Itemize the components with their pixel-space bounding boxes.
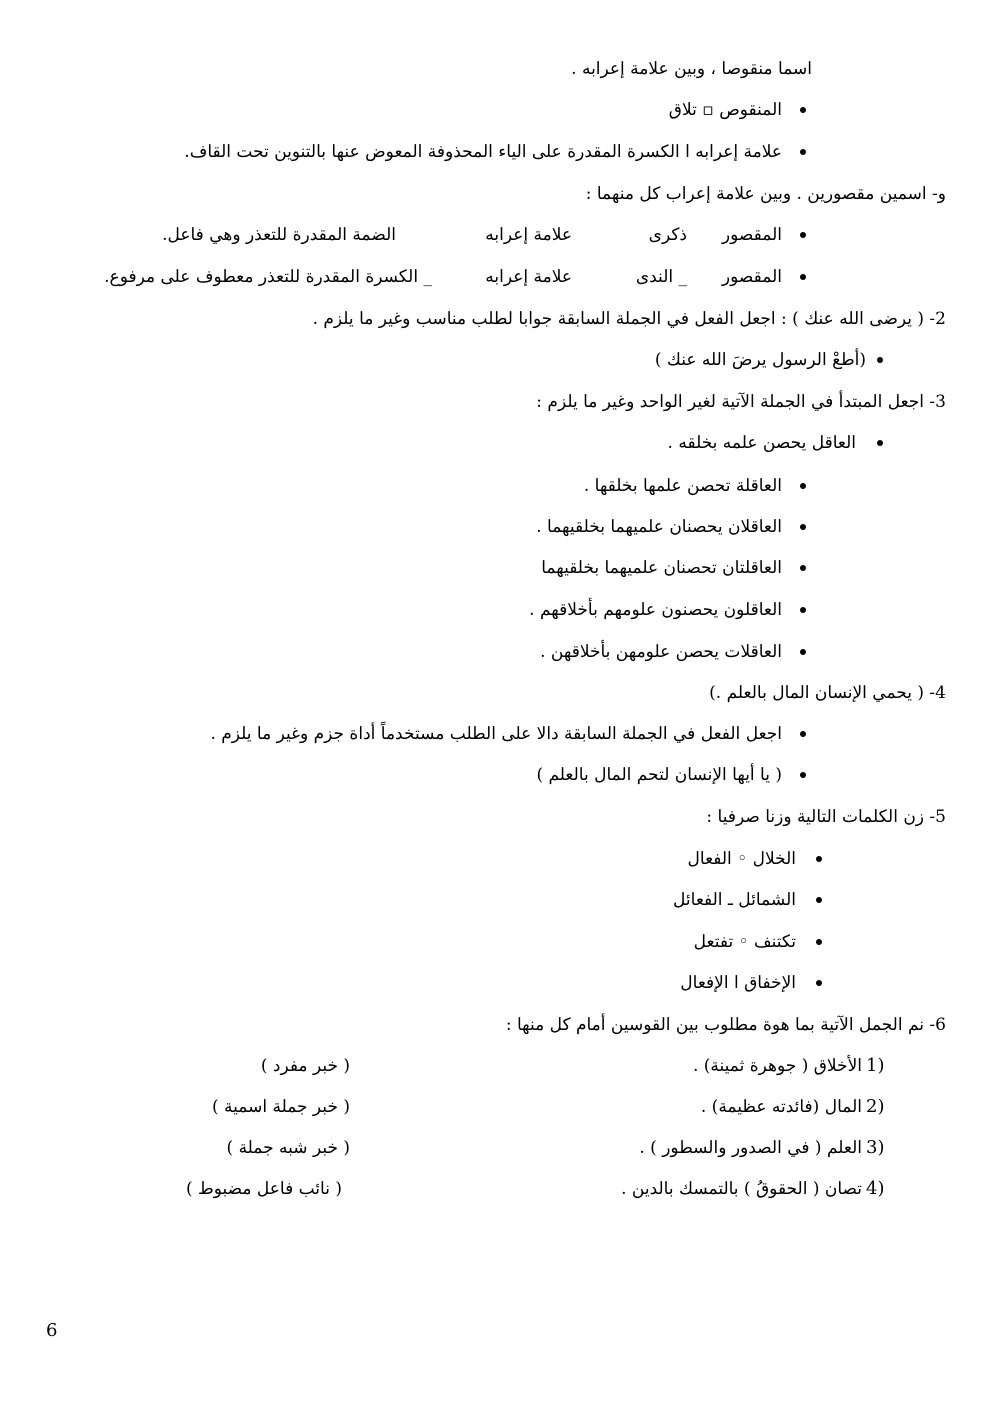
q6-sentence: العلم ( في الصدور والسطور ) . <box>639 1138 862 1158</box>
page-number: 6 <box>46 1320 58 1341</box>
answer-line: (أطعْ الرسول يرضَ الله عنك ) <box>654 350 866 370</box>
answer-line: العاقلة تحصن علمها بخلقها . <box>583 476 782 496</box>
q6-sentence: الأخلاق ( جوهرة ثمينة) . <box>692 1056 862 1076</box>
question-3-sentence: العاقل يحصن علمه بخلقه . <box>667 433 856 453</box>
answer-line: العاقلتان تحصنان علميهما بخلقيهما <box>541 558 782 578</box>
text-line: علامة إعرابه ا الكسرة المقدرة على الياء المحذوفة المعوض عنها بالتنوين تحت القاف. <box>184 142 782 162</box>
q6-requirement: ( خبر جملة اسمية ) <box>211 1097 350 1117</box>
section-heading: و- اسمين مقصورين . وبين علامة إعراب كل منهما : <box>585 184 946 204</box>
bullet-icon <box>800 772 806 778</box>
answer-line: الإخفاق ا الإفعال <box>680 973 796 993</box>
text-line: المنقوص ▫ تلاق <box>668 100 782 120</box>
bullet-icon <box>816 897 822 903</box>
question-6: 6- نم الجمل الآتية بما هوة مطلوب بين القوسين أمام كل منها : <box>505 1015 946 1035</box>
bullet-icon <box>800 524 806 530</box>
bullet-icon <box>800 731 806 737</box>
answer-line: تكتنف ◦ تفتعل <box>693 932 796 952</box>
question-4: 4- ( يحمي الإنسان المال بالعلم .) <box>709 683 946 703</box>
question-2: 2- ( يرضى الله عنك ) : اجعل الفعل في الجملة السابقة جوابا لطلب مناسب وغير ما يلزم . <box>312 309 946 329</box>
w-row-2-label: المقصور <box>721 267 782 287</box>
bullet-icon <box>800 107 806 113</box>
item-number: 2) <box>866 1096 885 1117</box>
bullet-icon <box>877 440 883 446</box>
w-row-1-mark: علامة إعرابه <box>485 225 572 245</box>
answer-line: اجعل الفعل في الجملة السابقة دالا على الطلب مستخدماً أداة جزم وغير ما يلزم . <box>210 724 782 744</box>
item-number: 3) <box>866 1137 885 1158</box>
bullet-icon <box>816 980 822 986</box>
answer-line: ( يا أيها الإنسان لتحم المال بالعلم ) <box>536 765 782 785</box>
bullet-icon <box>800 649 806 655</box>
bullet-icon <box>800 232 806 238</box>
bullet-icon <box>800 274 806 280</box>
bullet-icon <box>816 856 822 862</box>
w-row-2-word: _ الندى <box>635 267 687 287</box>
question-5: 5- زن الكلمات التالية وزنا صرفيا : <box>706 807 946 827</box>
w-row-1-word: ذكرى <box>648 225 687 245</box>
q6-requirement: ( خبر شبه جملة ) <box>226 1138 350 1158</box>
item-number: 1) <box>866 1055 885 1076</box>
question-3: 3- اجعل المبتدأ في الجملة الآتية لغير الواحد وغير ما يلزم : <box>536 392 946 412</box>
w-row-1-desc: الضمة المقدرة للتعذر وهي فاعل. <box>162 225 396 245</box>
bullet-icon <box>816 939 822 945</box>
item-number: 4) <box>866 1178 885 1199</box>
q6-requirement: ( نائب فاعل مضبوط ) <box>185 1179 342 1199</box>
bullet-icon <box>800 607 806 613</box>
q6-sentence: المال (فائدته عظيمة) . <box>700 1097 862 1117</box>
answer-line: الخلال ◦ الفعال <box>687 849 796 869</box>
text-line: اسما منقوصا ، وبين علامة إعرابه . <box>571 59 812 79</box>
bullet-icon <box>800 565 806 571</box>
bullet-icon <box>800 149 806 155</box>
answer-line: الشمائل ـ الفعائل <box>673 890 796 910</box>
answer-line: العاقلات يحصن علومهن بأخلاقهن . <box>540 642 782 662</box>
w-row-2-desc: _ الكسرة المقدرة للتعذر معطوف على مرفوع. <box>104 267 432 287</box>
bullet-icon <box>877 357 883 363</box>
answer-line: العاقلان يحصنان علميهما بخلقيهما . <box>536 517 782 537</box>
w-row-1-label: المقصور <box>721 225 782 245</box>
q6-requirement: ( خبر مفرد ) <box>260 1056 350 1076</box>
q6-sentence: تصان ( الحقوقُ ) بالتمسك بالدين . <box>621 1179 862 1199</box>
answer-line: العاقلون يحصنون علومهم بأخلاقهم . <box>529 600 782 620</box>
bullet-icon <box>800 483 806 489</box>
w-row-2-mark: علامة إعرابه <box>485 267 572 287</box>
